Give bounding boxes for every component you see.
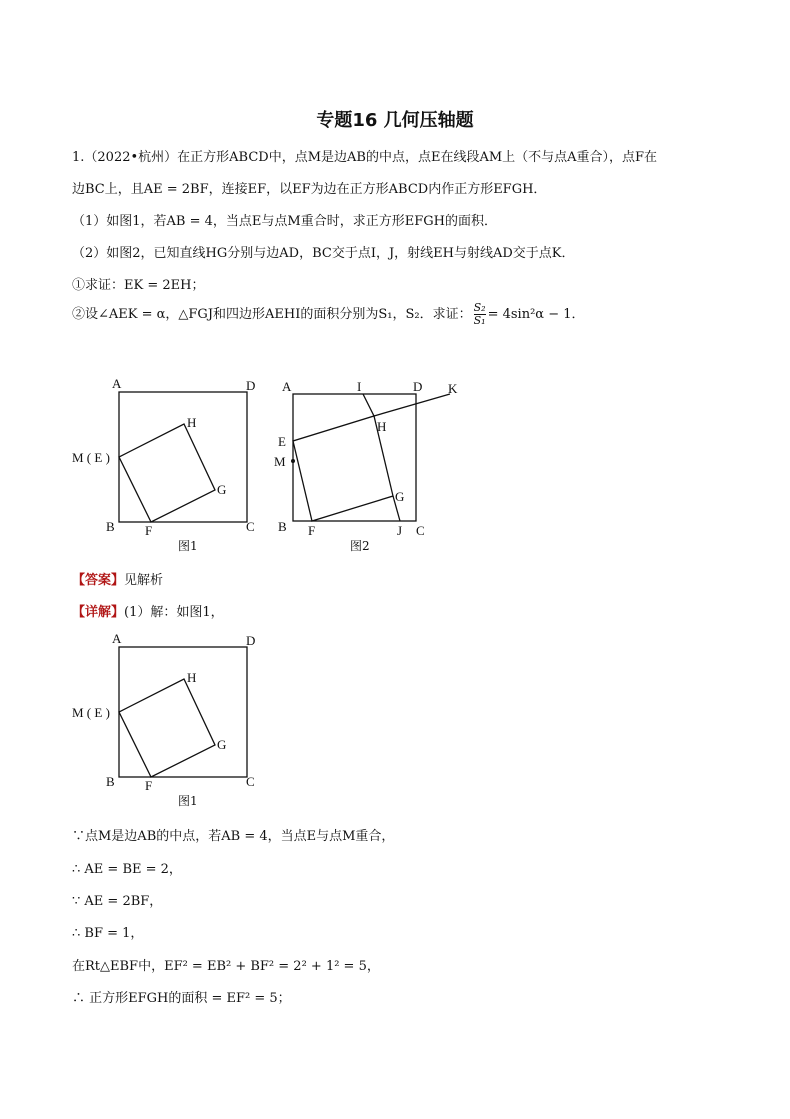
label-e: E <box>278 434 286 449</box>
label-i: I <box>357 379 362 394</box>
solution-line-4: ∴ BF = 1， <box>72 926 144 941</box>
square-abcd <box>119 647 247 777</box>
label-d: D <box>246 633 256 648</box>
label-m-e: M ( E ) <box>72 450 110 465</box>
figure-2 <box>270 372 470 561</box>
figure-1-caption: 图1 <box>178 539 198 553</box>
solution-line-2: ∴ AE = BE = 2， <box>72 862 182 877</box>
problem-line-1: 1.（2022•杭州）在正方形ABCD中，点M是边AB的中点，点E在线段AM上（不与点A重合），点F在 <box>72 150 658 165</box>
label-g: G <box>217 482 227 497</box>
problem-sub-2 <box>72 302 585 327</box>
label-h: H <box>377 419 387 434</box>
problem-sub-1: ①求证：EK = 2EH； <box>72 278 205 293</box>
label-c: C <box>246 519 255 534</box>
label-h: H <box>187 670 197 685</box>
label-a: A <box>282 379 292 394</box>
square-abcd <box>119 392 247 522</box>
label-d: D <box>413 379 423 394</box>
detail-intro: (1）解：如图1， <box>124 605 224 620</box>
answer-text: 见解析 <box>124 573 164 588</box>
solution-line-5: 在Rt△EBF中，EF² = EB² + BF² = 2² + 1² = 5， <box>72 959 380 974</box>
sub2-tail: = 4sin²α − 1． <box>487 307 585 322</box>
point-m <box>291 459 295 463</box>
problem-part-1: （1）如图1，若AB = 4，当点E与点M重合时，求正方形EFGH的面积． <box>72 214 497 229</box>
label-c: C <box>416 523 425 538</box>
figure-1-solution-drawing <box>60 627 280 812</box>
label-g: G <box>217 737 227 752</box>
problem-line-2: 边BC上，且AE = 2BF，连接EF，以EF为边在正方形ABCD内作正方形EFGH． <box>72 182 547 197</box>
figure-1-solution <box>60 627 280 816</box>
label-b: B <box>106 774 115 789</box>
label-d: D <box>246 378 256 393</box>
figure-2-caption: 图2 <box>350 539 370 553</box>
segment-ih <box>363 394 374 416</box>
ratio-fraction <box>474 302 486 327</box>
label-m-e: M ( E ) <box>72 705 110 720</box>
label-f: F <box>145 778 153 793</box>
square-efgh <box>119 679 215 777</box>
figure-1-solution-caption: 图1 <box>178 794 198 808</box>
label-a: A <box>112 376 122 391</box>
solution-line-1: ∵点M是边AB的中点，若AB = 4，当点E与点M重合， <box>72 829 395 844</box>
label-f: F <box>308 523 316 538</box>
label-h: H <box>187 415 197 430</box>
problem-part-2: （2）如图2，已知直线HG分别与边AD，BC交于点I，J，射线EH与射线AD交于点K． <box>72 246 575 261</box>
fraction-numerator: S₂ <box>473 301 486 314</box>
detail-tag: 【详解】 <box>72 605 125 620</box>
detail-line <box>72 601 224 620</box>
label-b: B <box>278 519 287 534</box>
figure-2-drawing <box>270 372 470 557</box>
label-g: G <box>395 489 405 504</box>
label-k: K <box>448 381 458 396</box>
answer-line <box>72 569 163 588</box>
label-a: A <box>112 631 122 646</box>
label-m: M <box>274 454 286 469</box>
figure-1-drawing <box>60 372 280 557</box>
page-title: 专题16 几何压轴题 <box>316 110 474 131</box>
label-c: C <box>246 774 255 789</box>
sub2-text: ②设∠AEK = α，△FGJ和四边形AEHI的面积分别为S₁，S₂．求证： <box>72 307 472 322</box>
answer-tag: 【答案】 <box>72 573 125 588</box>
solution-line-6: ∴ 正方形EFGH的面积 = EF² = 5； <box>72 991 291 1006</box>
label-b: B <box>106 519 115 534</box>
solution-line-3: ∵ AE = 2BF， <box>72 894 163 909</box>
label-j: J <box>397 523 403 538</box>
fraction-denominator: S₁ <box>473 314 486 327</box>
square-efgh <box>119 424 215 522</box>
figure-1 <box>60 372 280 561</box>
label-f: F <box>145 523 153 538</box>
ray-hk <box>374 394 450 416</box>
